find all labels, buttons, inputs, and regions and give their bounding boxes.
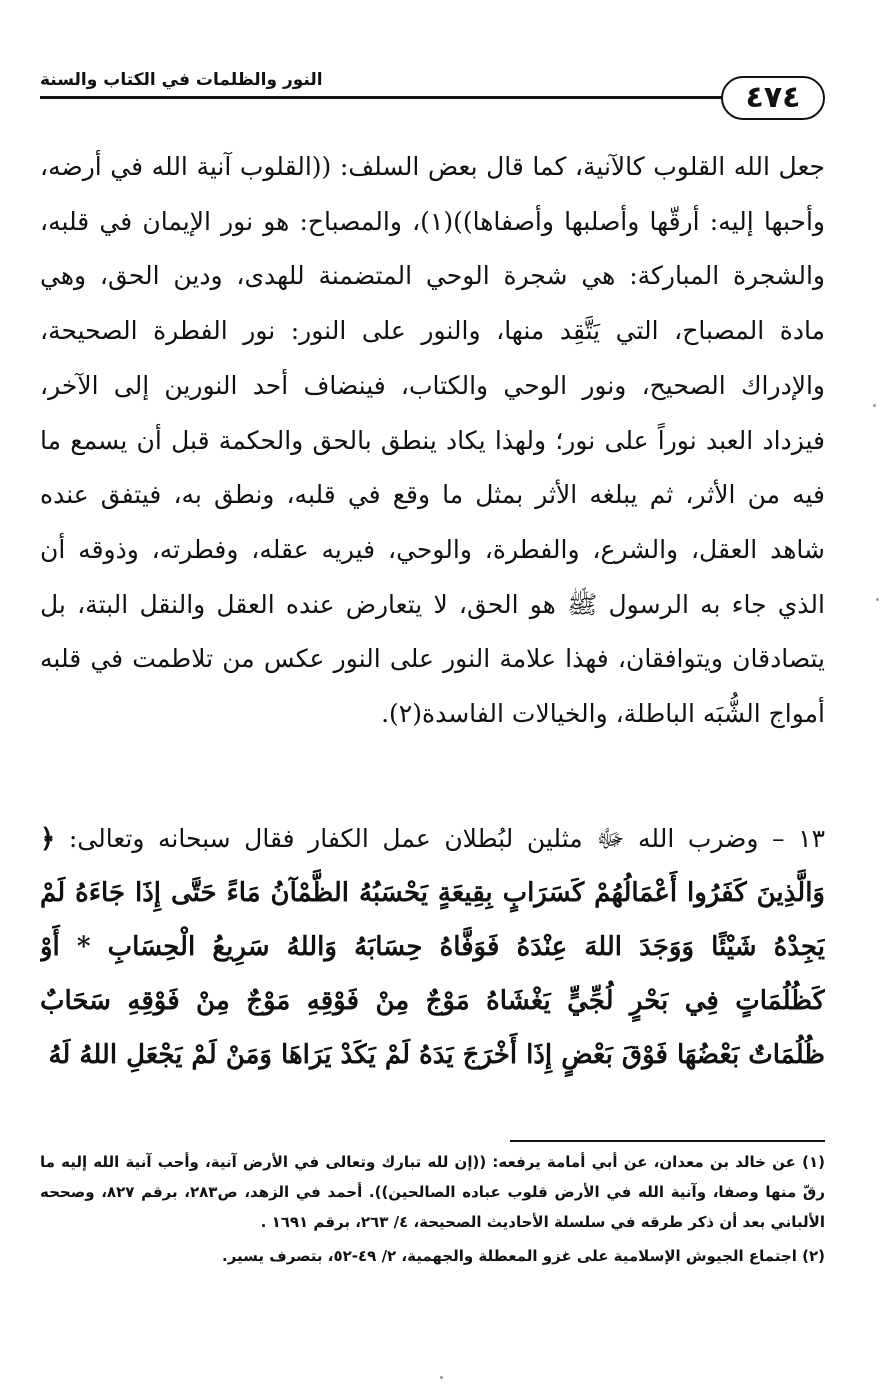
scan-speck (876, 598, 879, 601)
running-title: النور والظلمات في الكتاب والسنة (40, 70, 323, 90)
footnote-1: (١) عن خالد بن معدان، عن أبي أمامة يرفعه: ((إن لله تبارك وتعالى في الأرض آنية، وأحب آنية الله إليه ما رقّ منها وصفا، وآنية الله في الأرض قلوب عباده الصالحين)). أحمد في الزهد، ص٢٨٣، برقم ٨٢٧، وصححه الألباني بعد أن ذكر طرقه في سلسلة الأحاديث الصحيحة، ٤/ ٢٦٣، برقم ١٦٩١ . (40, 1153, 825, 1231)
footnote-rule (510, 1140, 825, 1142)
verse-paragraph (40, 812, 825, 1132)
scan-speck (440, 1376, 443, 1379)
scan-speck (873, 404, 876, 407)
footnotes (40, 1147, 825, 1317)
footnote-2: (٢) اجتماع الجيوش الإسلامية على غزو المعطلة والجهمية، ٢/ ٤٩-٥٢، بتصرف يسير. (222, 1247, 825, 1265)
main-paragraph: جعل الله القلوب كالآنية، كما قال بعض السلف: ((القلوب آنية الله في أرضه، وأحبها إليه: أرقّها وأصلبها وأصفاها))(١)، والمصباح: هو نور الإيمان في قلبه، والشجرة المباركة: هي شجرة الوحي المتضمنة للهدى، ودين الحق، وهي مادة المصباح، التي يَتَّقِد منها، والنور على النور: نور الفطرة الصحيحة، والإدراك الصحيح، ونور الوحي والكتاب، فينضاف أحد النورين إلى الآخر، فيزداد العبد نوراً على نور؛ ولهذا يكاد ينطق بالحق والحكمة قبل أن يسمع ما فيه من الأثر، ثم يبلغه الأثر بمثل ما وقع في قلبه، ونطق به، فيتفق عنده شاهد العقل، والشرع، والفطرة، والوحي، فيريه عقله، وفطرته، وذوقه أن الذي جاء به الرسول ﷺ هو الحق، لا يتعارض عنده العقل والنقل البتة، بل يتصادقان ويتوافقان، فهذا علامة النور على النور عكس من تلاطمت في قلبه أمواج الشُّبَه الباطلة، والخيالات الفاسدة(٢). (40, 152, 825, 729)
page-number: ٤٧٤ (721, 76, 825, 120)
quran-verse: ﴿ وَالَّذِينَ كَفَرُوا أَعْمَالُهُمْ كَسَرَابٍ بِقِيعَةٍ يَحْسَبُهُ الظَّمْآنُ مَاءً حَتَّى إِذَا جَاءَهُ لَمْ يَجِدْهُ شَيْئًا وَوَجَدَ اللهَ عِنْدَهُ فَوَفَّاهُ حِسَابَهُ وَاللهُ سَرِيعُ الْحِسَابِ * أَوْ كَظُلُمَاتٍ فِي بَحْرٍ لُجِّيٍّ يَغْشَاهُ مَوْجٌ مِنْ فَوْقِهِ مَوْجٌ مِنْ فَوْقِهِ سَحَابٌ ظُلُمَاتٌ بَعْضُهَا فَوْقَ بَعْضٍ إِذَا أَخْرَجَ يَدَهُ لَمْ يَكَدْ يَرَاهَا وَمَنْ لَمْ يَجْعَلِ اللهُ لَهُ (40, 824, 825, 1070)
header-rule (40, 96, 730, 99)
paragraph-intro: ١٣ – وضرب الله ﷻ مثلين لبُطلان عمل الكفار فقال سبحانه وتعالى: (68, 824, 825, 853)
page-header (40, 70, 825, 130)
